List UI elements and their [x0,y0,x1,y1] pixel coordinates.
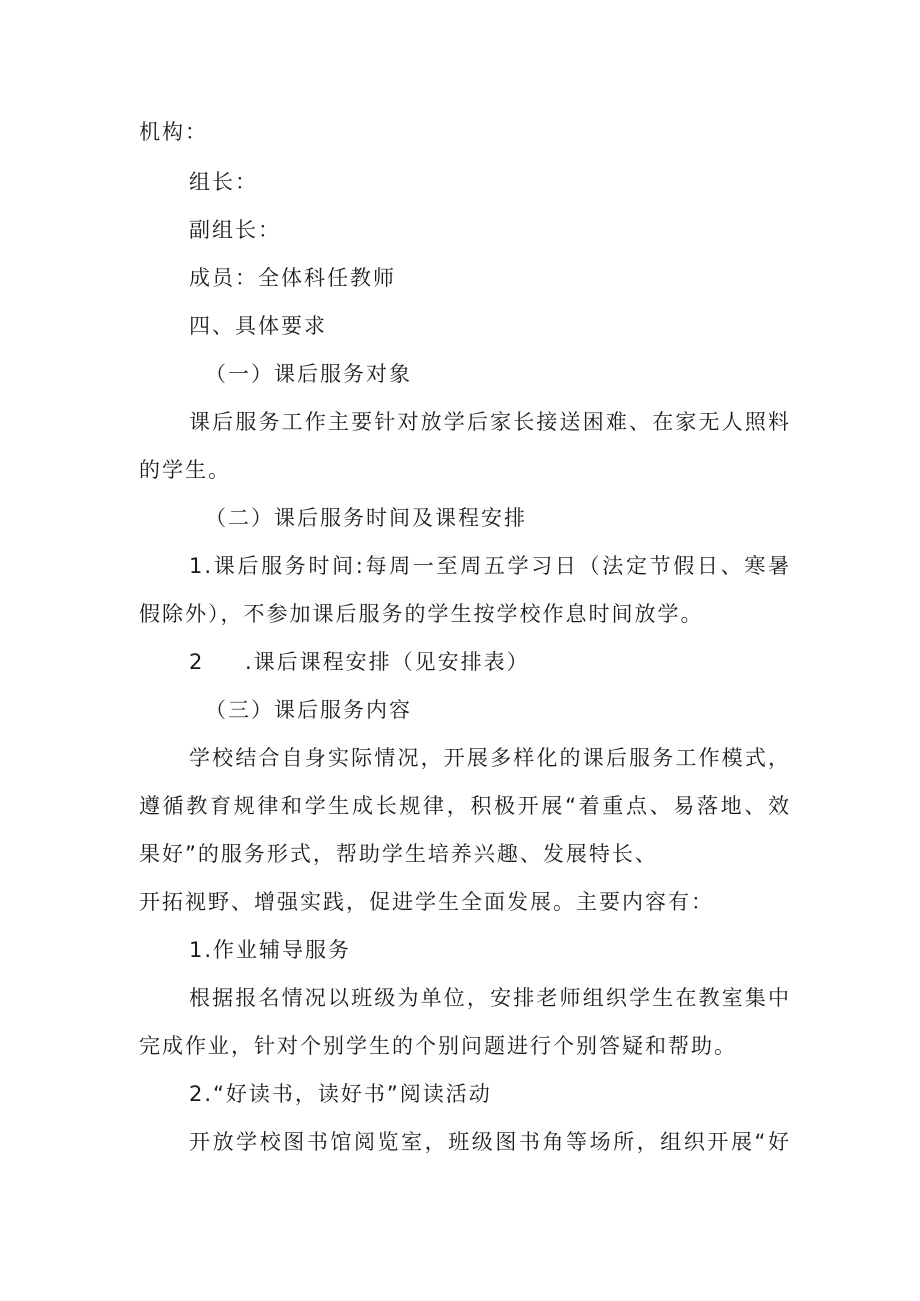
paragraph-line: 开放学校图书馆阅览室，班级图书角等场所，组织开展“好 [189,1130,791,1154]
list-number: 2 [189,650,205,674]
list-item-heading: 1.作业辅导服务 [189,938,352,962]
paragraph-line: 学校结合自身实际情况，开展多样化的课后服务工作模式， [189,746,791,770]
text-line: 副组长： [189,218,281,242]
text-line: 组长： [189,170,258,194]
section-heading: 四、具体要求 [189,314,327,338]
text-line: 机构： [139,120,208,144]
paragraph-line: 1.课后服务时间:每周一至周五学习日（法定节假日、寒暑 [189,554,791,578]
paragraph-line: 遵循教育规律和学生成长规律，积极开展“着重点、易落地、效 [139,794,791,818]
subsection-heading: （一）课后服务对象 [205,362,412,386]
text-line: 成员：全体科任教师 [189,266,396,290]
paragraph-line: 果好”的服务形式，帮助学生培养兴趣、发展特长、 [139,842,658,866]
paragraph-line: 完成作业，针对个别学生的个别问题进行个别答疑和帮助。 [139,1034,737,1058]
paragraph-line: .课后课程安排（见安排表） [245,650,530,674]
paragraph-line: 的学生。 [139,458,231,482]
paragraph-line: 课后服务工作主要针对放学后家长接送困难、在家无人照料 [189,410,791,434]
paragraph-line: 根据报名情况以班级为单位，安排老师组织学生在教室集中 [189,986,791,1010]
subsection-heading: （二）课后服务时间及课程安排 [205,506,527,530]
list-item-heading: 2.“好读书，读好书”阅读活动 [189,1082,492,1106]
subsection-heading: （三）课后服务内容 [205,698,412,722]
paragraph-line: 假除外），不参加课后服务的学生按学校作息时间放学。 [139,602,704,626]
paragraph-line: 开拓视野、增强实践，促进学生全面发展。主要内容有： [139,890,714,914]
